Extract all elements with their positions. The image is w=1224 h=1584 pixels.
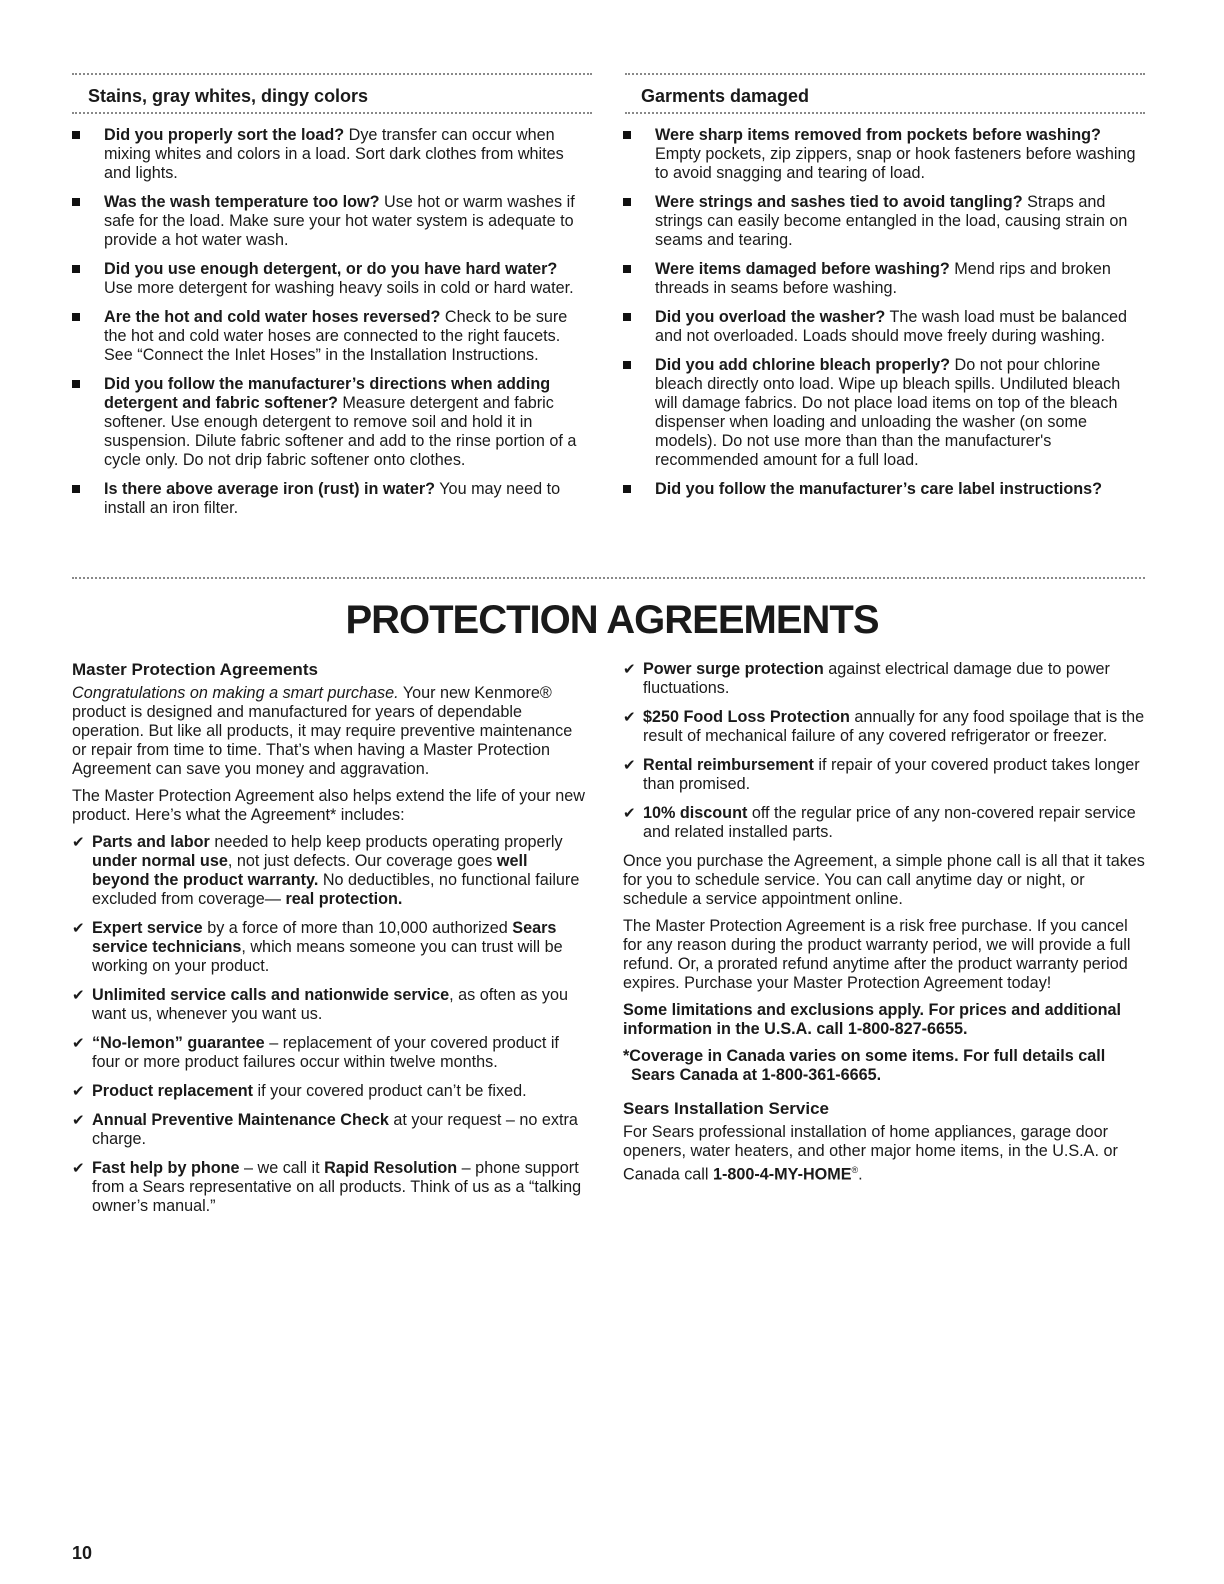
benefit-bold: real protection. bbox=[285, 890, 403, 908]
divider bbox=[625, 73, 1145, 78]
checkmark-icon: ✔ bbox=[72, 986, 85, 1004]
benefit-text: No deductibles, no functional failure excluded from coverage— bbox=[92, 871, 580, 908]
page-number: 10 bbox=[72, 1543, 93, 1563]
list-item bbox=[72, 375, 587, 470]
list-item bbox=[72, 1159, 587, 1216]
list-item bbox=[623, 804, 1145, 842]
registered-mark: ® bbox=[851, 1165, 859, 1175]
bullet-icon bbox=[623, 131, 631, 139]
benefit-bold: under normal use bbox=[92, 852, 228, 870]
list-item bbox=[623, 356, 1143, 470]
answer: You may need to install an iron filter. bbox=[104, 480, 561, 517]
bullet-icon bbox=[623, 265, 631, 273]
answer: The wash load must be balanced and not overloaded. Loads should move freely during washing. bbox=[655, 308, 1128, 345]
checkmark-icon: ✔ bbox=[72, 1159, 85, 1177]
checkmark-icon: ✔ bbox=[72, 1034, 85, 1052]
answer: Mend rips and broken threads in seams before washing. bbox=[655, 260, 1111, 297]
garments-section bbox=[625, 86, 1145, 107]
benefit-bold: Power surge protection bbox=[643, 660, 824, 678]
list-item bbox=[72, 919, 587, 976]
bullet-icon bbox=[623, 313, 631, 321]
list-item bbox=[623, 660, 1145, 698]
answer: Use more detergent for washing heavy soils in cold or hard water. bbox=[104, 279, 574, 297]
section-title: Garments damaged bbox=[641, 86, 810, 106]
benefit-bold: Parts and labor bbox=[92, 833, 210, 851]
stains-section bbox=[72, 86, 592, 107]
benefit-text: needed to help keep products operating properly bbox=[209, 833, 563, 851]
list-item bbox=[623, 308, 1143, 346]
benefit-text: at your request – no extra charge. bbox=[92, 1111, 578, 1148]
benefit-bold: 10% discount bbox=[643, 804, 748, 822]
benefit-bold: “No-lemon” guarantee bbox=[92, 1034, 265, 1052]
question: Were strings and sashes tied to avoid tangling? bbox=[655, 193, 1023, 211]
canada-note: *Coverage in Canada varies on some items. For full details call Sears Canada at 1-800-361-6665. bbox=[623, 1047, 1106, 1084]
stains-list bbox=[72, 126, 587, 518]
list-item bbox=[623, 260, 1143, 298]
benefit-text: annually for any food spoilage that is the result of mechanical failure of any covered refrigerator or freezer. bbox=[643, 708, 1145, 745]
stains-list-container bbox=[72, 126, 587, 528]
benefit-bold: Product replacement bbox=[92, 1082, 254, 1100]
list-item bbox=[72, 308, 587, 365]
checkmark-icon: ✔ bbox=[72, 1111, 85, 1129]
benefit-bold: Annual Preventive Maintenance Check bbox=[92, 1111, 389, 1129]
question: Did you use enough detergent, or do you have hard water? bbox=[104, 260, 558, 278]
subsection-title: Master Protection Agreements bbox=[72, 660, 318, 679]
question: Did you follow the manufacturer’s directions when adding detergent and fabric softener? bbox=[104, 375, 551, 412]
benefit-text: off the regular price of any non-covered repair service and related installed parts. bbox=[643, 804, 1136, 841]
benefit-bold: Rapid Resolution bbox=[324, 1159, 458, 1177]
risk-free-paragraph: The Master Protection Agreement is a risk free purchase. If you cancel for any reason during the product warranty period, we will provide a full refund. Or, a prorated refund anytime after the product warranty period expires. Purchase your Master Protection Agreement today! bbox=[623, 917, 1131, 992]
answer: Empty pockets, zip zippers, snap or hook fasteners before washing to avoid snagging and tearing of load. bbox=[655, 145, 1136, 182]
bullet-icon bbox=[72, 485, 80, 493]
checkmark-icon: ✔ bbox=[623, 756, 636, 774]
benefit-bold: Unlimited service calls and nationwide service bbox=[92, 986, 450, 1004]
installation-paragraph bbox=[623, 1123, 1145, 1184]
intro-paragraph-2: The Master Protection Agreement also helps extend the life of your new product. Here’s what the Agreement* includes: bbox=[72, 787, 585, 824]
checkmark-icon: ✔ bbox=[623, 660, 636, 678]
bullet-icon bbox=[72, 131, 80, 139]
list-item bbox=[72, 833, 587, 909]
installation-end: . bbox=[858, 1165, 863, 1184]
installation-text: For Sears professional installation of home appliances, garage door openers, water heaters, and other major home items, in the U.S.A. or Canada call bbox=[623, 1123, 1118, 1184]
benefit-text: – we call it bbox=[239, 1159, 325, 1177]
benefit-text: – replacement of your covered product if four or more product failures occur within twelve months. bbox=[92, 1034, 559, 1071]
list-item bbox=[72, 1082, 587, 1101]
schedule-paragraph: Once you purchase the Agreement, a simple phone call is all that it takes for you to schedule service. You can call anytime day or night, or schedule a service appointment online. bbox=[623, 852, 1145, 908]
benefit-text: if your covered product can’t be fixed. bbox=[253, 1082, 527, 1100]
answer: Dye transfer can occur when mixing whites and colors in a load. Sort dark clothes from whites and lights. bbox=[104, 126, 564, 182]
divider bbox=[72, 577, 1145, 582]
bullet-icon bbox=[72, 380, 80, 388]
list-item bbox=[72, 986, 587, 1024]
answer: Check to be sure the hot and cold water hoses are connected to the right faucets. See “Connect the Inlet Hoses” in the Installation Instructions. bbox=[104, 308, 568, 364]
checkmark-icon: ✔ bbox=[72, 833, 85, 851]
question: Are the hot and cold water hoses reversed? bbox=[104, 308, 441, 326]
benefit-bold: well beyond the product warranty. bbox=[92, 852, 528, 889]
benefit-bold: Fast help by phone bbox=[92, 1159, 240, 1177]
benefit-bold: $250 Food Loss Protection bbox=[643, 708, 850, 726]
answer: Use hot or warm washes if safe for the load. Make sure your hot water system is adequate to provide a hot water wash. bbox=[104, 193, 575, 249]
bullet-icon bbox=[623, 361, 631, 369]
list-item bbox=[623, 708, 1145, 746]
benefit-bold: Sears service technicians bbox=[92, 919, 557, 956]
list-item bbox=[72, 126, 587, 183]
checkmark-icon: ✔ bbox=[623, 804, 636, 822]
bullet-icon bbox=[72, 198, 80, 206]
bullet-icon bbox=[72, 313, 80, 321]
page-title: PROTECTION AGREEMENTS bbox=[345, 598, 879, 642]
benefit-text: – phone support from a Sears representative on all products. Think of us as a “talking owner’s manual.” bbox=[92, 1159, 582, 1215]
checkmark-icon: ✔ bbox=[72, 1082, 85, 1100]
question: Were items damaged before washing? bbox=[655, 260, 950, 278]
answer: Do not pour chlorine bleach directly onto load. Wipe up bleach spills. Undiluted bleach will damage fabrics. Do not place load items on top of the bleach dispenser when loading and unloading the washer (on some models). Do not use more than than the manufacturer's recommended amount for a full load. bbox=[655, 356, 1121, 469]
benefit-text: against electrical damage due to power fluctuations. bbox=[643, 660, 1110, 697]
list-item bbox=[72, 1111, 587, 1149]
answer: Straps and strings can easily become entangled in the load, causing strain on seams and tearing. bbox=[655, 193, 1128, 249]
benefit-text: , as often as you want us, whenever you want us. bbox=[92, 986, 568, 1023]
question: Did you properly sort the load? bbox=[104, 126, 345, 144]
list-item bbox=[72, 1034, 587, 1072]
bullet-icon bbox=[72, 265, 80, 273]
checkmark-icon: ✔ bbox=[623, 708, 636, 726]
installation-phone: 1-800-4-MY-HOME bbox=[713, 1165, 852, 1184]
checkmark-icon: ✔ bbox=[72, 919, 85, 937]
question: Were sharp items removed from pockets before washing? bbox=[655, 126, 1101, 144]
divider bbox=[625, 112, 1145, 117]
question: Is there above average iron (rust) in water? bbox=[104, 480, 436, 498]
divider bbox=[72, 73, 592, 78]
benefit-text: if repair of your covered product takes longer than promised. bbox=[643, 756, 1140, 793]
list-item bbox=[623, 756, 1145, 794]
bullet-icon bbox=[623, 198, 631, 206]
protection-right-column bbox=[623, 660, 1145, 1192]
question: Did you add chlorine bleach properly? bbox=[655, 356, 951, 374]
question: Did you overload the washer? bbox=[655, 308, 886, 326]
question: Did you follow the manufacturer’s care label instructions? bbox=[655, 480, 1103, 498]
garments-list-container bbox=[623, 126, 1143, 509]
garments-list bbox=[623, 126, 1143, 499]
section-title: Stains, gray whites, dingy colors bbox=[88, 86, 369, 106]
bullet-icon bbox=[623, 485, 631, 493]
benefit-text: , not just defects. Our coverage goes bbox=[227, 852, 497, 870]
list-item bbox=[623, 193, 1143, 250]
benefit-text: by a force of more than 10,000 authorized bbox=[202, 919, 513, 937]
answer: Measure detergent and fabric softener. Use enough detergent to remove soil and hold it in suspension. Dilute fabric softener and add to the rinse portion of a cycle only. Do not drip fabric softener onto clothes. bbox=[104, 394, 577, 469]
master-protection-section bbox=[72, 660, 587, 1226]
benefits-list-right bbox=[623, 660, 1145, 842]
list-item bbox=[72, 480, 587, 518]
divider bbox=[72, 112, 592, 117]
benefit-bold: Expert service bbox=[92, 919, 203, 937]
list-item bbox=[72, 193, 587, 250]
intro-text: Your new Kenmore® product is designed and manufactured for years of dependable operation. But like all products, it may require preventive maintenance or repair from time to time. That’s when having a Master Protection Agreement can save you money and aggravation. bbox=[72, 684, 573, 778]
intro-paragraph bbox=[72, 684, 587, 779]
intro-italic: Congratulations on making a smart purchase. bbox=[72, 684, 399, 702]
benefits-list-left bbox=[72, 833, 587, 1216]
benefit-text: , which means someone you can trust will be working on your product. bbox=[92, 938, 563, 975]
list-item bbox=[623, 480, 1143, 499]
list-item bbox=[623, 126, 1143, 183]
limitations-note: Some limitations and exclusions apply. For prices and additional information in the U.S.A. call 1-800-827-6655. bbox=[623, 1001, 1122, 1038]
list-item bbox=[72, 260, 587, 298]
question: Was the wash temperature too low? bbox=[104, 193, 380, 211]
benefit-bold: Rental reimbursement bbox=[643, 756, 814, 774]
subsection-title: Sears Installation Service bbox=[623, 1099, 829, 1118]
